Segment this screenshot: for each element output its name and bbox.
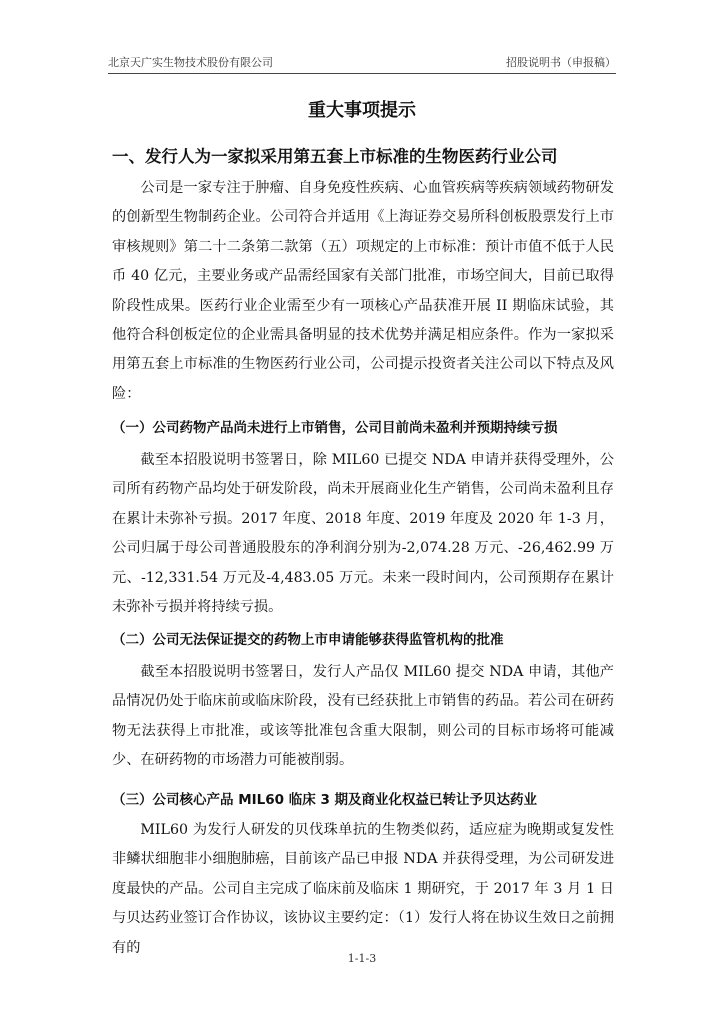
section1-paragraph: 公司是一家专注于肿瘤、自身免疫性疾病、心血管疾病等疾病领域药物研发的创新型生物制药企业。公司符合并适用《上海证券交易所科创板股票发行上市审核规则》第二十二条第二款第（五）项规定的上市标准：预计市值不低于人民币 40 亿元，主要业务或产品需经国家有关部门批准，市场空间大，目前已取得阶段性成果。医药行业企业需至少有一项核心产品获准开展 II 期临床试验，其他符合科创板定位的企业需具备明显的技术优势并满足相应条件。作为一家拟采用第五套上市标准的生物医药行业公司，公司提示投资者关注公司以下特点及风险： [112,180,614,402]
subsection-heading-2: （二）公司无法保证提交的药物上市申请能够获得监管机构的批准 [112,632,504,648]
page-number: 1-1-3 [347,952,377,965]
page-header [108,50,616,74]
subsection-heading-3: （三）公司核心产品 MIL60 临床 3 期及商业化权益已转让予贝达药业 [112,792,538,808]
subsection1-paragraph: 截至本招股说明书签署日，除 MIL60 已提交 NDA 申请并获得受理外，公司所有药物产品均处于研发阶段，尚未开展商业化生产销售，公司尚未盈利且存在累计未弥补亏损。2017 年度、2018 年度、2019 年度及 2020 年 1-3 月，公司归属于母公司普通股股东的净利润分别为-2,074.28 万元、-26,462.99 万元、-12,331.54 万元及-4,483.05 万元。未来一段时间内，公司预期存在累计未弥补亏损并将持续亏损。 [112,452,614,616]
page-title: 重大事项提示 [308,100,416,121]
header-company: 北京天广实生物技术股份有限公司 [108,56,273,69]
subsection2-paragraph: 截至本招股说明书签署日，发行人产品仅 MIL60 提交 NDA 申请，其他产品情况仍处于临床前或临床阶段，没有已经获批上市销售的药品。若公司在研药物无法获得上市批准，或该等批准包含重大限制，则公司的目标市场将可能减少、在研药物的市场潜力可能被削弱。 [112,664,614,769]
header-doc-type: 招股说明书（申报稿） [506,56,616,69]
subsection-heading-1: （一）公司药物产品尚未进行上市销售，公司目前尚未盈利并预期持续亏损 [112,420,558,436]
section-heading-1: 一、发行人为一家拟采用第五套上市标准的生物医药行业公司 [112,147,558,166]
subsection3-paragraph: MIL60 为发行人研发的贝伐珠单抗的生物类似药，适应症为晚期或复发性非鳞状细胞非小细胞肺癌，目前该产品已申报 NDA 并获得受理，为公司研发进度最快的产品。公司自主完成了临床前及临床 1 期研究，于 2017 年 3 月 1 日与贝达药业签订合作协议，该协议主要约定：（1）发行人将在协议生效日之前拥有的 [112,822,614,956]
